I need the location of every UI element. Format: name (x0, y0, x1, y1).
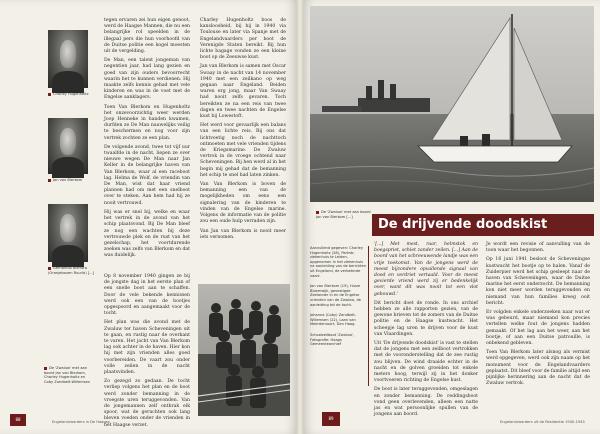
paragraph: Van Jan van Blerkom is nooit meer iets vernomen. (200, 228, 286, 240)
paragraph: De Man, een talent jongeman van negentien jaar, had lang gezien en goed van zijn ouders bevoorrecht waarin het te kunnen verdienen. Hij maakte zelfs kennis gehad met vele kinderen en was in de voet met de Engelse aanklagers. (104, 58, 190, 101)
text-column (200, 18, 286, 280)
paragraph: Jan van Blerkom is samen met Oscar Swaay in de nacht van 14 november 1940 met een zeilkano op weg gegaan naar Engeland. Beiden waren erg jong, maar Van Swaay had nooit zelfs gevaren. Toch bereikten ze na een reis van twee dagen en twee nachten de Engelse kust bij Lowestoft. (200, 64, 286, 120)
paragraph: tegen ervaren zei hun eigen genoot, werd de Haagse Mannen, die nu een belangrijke rol speelden in de illegaal pers die hun voorhoofd van de Duitse politie een kogel moesten uit de vergelding. (104, 18, 190, 55)
page-number: 89 (322, 412, 340, 426)
paragraph: Toen Van Blerkom en Hugenholtz het onzevoorzichtig weer werden Joop Henneke in handen kwamen, durfden ze De Man nauwelijks veilig te beschermen en nog voor zijn vertrek zochten ze een plan. (104, 104, 190, 141)
paragraph: Toen Van Blerkom later alsnog als vermist werd opgegeven, werd ook zijn naam op het monument voor de Engelandvaarders geplaatst. Dit bleef voor de familie altijd een pijnlijke herinnering aan de nacht dat de Zwaluw vertrok. (486, 350, 591, 387)
side-caption: Schoolzeilboot 'Zwaluw', Fotografie: Haags Gemeentearchief (310, 332, 355, 347)
sailboat-graphic (310, 6, 594, 202)
sailboat-photo (310, 6, 594, 202)
paragraph: Er volgden enkele onderzoeken naar wat er was gebeurd, maar niemand kon precies vertellen welke fout de jongens hadden gemaakt. Of het lag aan het weer, aan het bootje, of aan een Duitse patrouille, is onbekend gebleven. (486, 310, 590, 347)
text-column (374, 242, 478, 418)
paragraph: Dit bericht doet de ronde. In ons archief hebben ze alle rapporten gezien, van de gewone brieven tot de zomers van de Duitse politie en de Haagse kustwacht. Het scheepje lag uren te drijven voor de kust van Vlaardingen. (374, 300, 478, 337)
side-captions (310, 246, 366, 353)
heading-text: De drijvende doodskist (378, 217, 548, 232)
photo-caption: De 'Zwaluw' met aan boord Jan van Blerkom, Charley Hugenholtz en Coby Zandbelt-Willemsen (44, 366, 91, 384)
paragraph: Op 16 juni 1941 besloot de Scheveningse kustwacht het bootje op te halen. Vanaf de Zuiderpier werd het schip gesleept naar de haven van Scheveningen, waar de Duitse marine het eerst onderzocht. De bemanning kon niet meer worden teruggevonden en niemand van hun families kreeg ooit bericht. (486, 257, 590, 306)
photo-caption: Charley Hugenholtz (48, 92, 98, 97)
paragraph: Charley Hugenholtz boos de kansloosheid, bij hij in 1940 via Toulouse en later via Spanje met de Engelandvaarders per boot de Verenigde Staten bereikt. Bij hun lichte bagage vonden ze een kleine boot op de Zeeuwse kust. (200, 18, 286, 61)
page-footer: Engelandvaarders uit de Residentie 1940-1945 (500, 420, 585, 424)
photo-caption: De 'Zwaluw' met aan boord Jan van Blerkom [...] (316, 210, 371, 219)
paragraph: Het plan was die avond met de Zwaluw ter haven Scheveningen uit te gaan, en rustig naar de overkant te varen. Het jacht van Van Blerkom lag ook achter in de haven. Hier kon hij met zijn vrienden alles goed voorbereiden. De vaart zou onder volle zeilen in de nacht plaatsvinden. (104, 320, 190, 376)
paragraph: De boot is later teruggevonden, omgeslagen en zonder bemanning. De reddingsboot vond geen overlevenden, alleen een natte jas en wat persoonlijke spullen van de jongens aan boord. (374, 387, 478, 418)
portrait-photo (48, 118, 88, 174)
book-gutter (296, 0, 304, 434)
photo-caption: Gerhardus Bierstra (Oranjeboven Ruurlo) [...] (48, 266, 94, 275)
right-page (300, 0, 600, 434)
text-column (104, 18, 190, 268)
intro-paragraph: '[...] Met mest, raar, helmstok en boegspriet, schiet zander zeilen. [...] Aan de boord van het schreeuwende landje was een vrije toekomst. Van de jongens werd de meest bijzondere opvallende signaal van dood en verdriet vertaald. Voor de meest gevierde vriend werd zij er bedenkelijk over, want dit was nooit tot een vlot gebouwd.' (374, 242, 478, 297)
caption-divider (368, 246, 369, 386)
paragraph: Op 8 november 1940 gingen ze bij de jongste dag in het eerste plan of een snelle boot aan te schaffen. Door de vele bekende kennissen werd ook een van de bootjes opgespoord en aangemaakt voor de tocht. (104, 274, 190, 317)
group-photo (198, 284, 290, 416)
paragraph: Hij was er snel bij, welke en waar het vertrek in de avond van het schip plaatsvond. Bij De Man bleef ze nog een wachten bij deze vertrouwde plek en de rust van het gezelschap, het voortdurende zoeken was zelfs van Blerkom en dat was duidelijk. (104, 209, 190, 259)
section-heading (372, 214, 594, 236)
group-photo-graphic (198, 284, 290, 416)
paragraph: Uit 'De drijvende doodskist' is vast te stellen dat de jongens met een zeilboot vertrokken met de vooronderstelling dat de zee rustig zou blijven. De wind draaide echter in de nacht en de golven groeiden tot enkele meters hoog, terwijl zij in het donker voortvoeren richting de Engelse kust. (374, 341, 478, 384)
paragraph: Het werd voor gevaarlijk een balans van een lichte reis. Bij ons dat lichtvoetig noch de nachttoch ontmoeten met vele vrienden tijdens de Kriegsmarine. De Zwaluw vertrok in de vroege ochtend naar Scheveningen. Bij hen werd al in het begin mij gehad dat de bemanning het schip te snel had laten zinken. (200, 123, 286, 178)
portrait-photo (48, 204, 88, 262)
portrait-photo (48, 30, 88, 88)
text-column (104, 274, 190, 428)
side-caption: Aanvullend gegeven: Charley Hugenholtz (28), Parkstr. ziekenhuis te Leiden, opgenomen in het ziekenhuis na aanleiding van de berichten uit Engeland, de verbeterde vaart. (310, 246, 366, 278)
side-caption: Jan van Blerkom (19), Huize Bloemwijk, gevestigde Zeelander in en de Engelse vrienden van de Zwaluw, de aanleiding tot de tocht. (310, 284, 361, 307)
page-number: 88 (10, 414, 26, 426)
paragraph: Van Van Blerkom is boven de bemanning een van de mogelijkheden om eens een signalering van de kinderen te vinden van de Engelse marine. Volgens de informatie van de politie zou een oude hulp verraden zijn. (200, 182, 286, 225)
paragraph: Zo gezegd zo gedaan. De tocht verliep volgens het plan en de boot werd zonder bemanning in de vroegste uren teruggevonden. Van de jongemannen zelf ontbrak elk spoor, wat de geruchten ook lang bleven voeden onder de vrienden in het Haagse verzet. (104, 379, 190, 428)
paragraph: Je wordt een revisie of aanvulling van de toon waar het begonnen. (486, 242, 590, 254)
photo-caption: Jan van Blerkom (48, 178, 98, 183)
text-column (486, 242, 590, 408)
paragraph: De volgende avond, twee tot vijf uur twaalfde in de nacht, liepen ze over nieuwe wegen De Man naar Jan Keller in de belangrijke haven van Van Blerkom, waar al een raceboot lag. Helma de Wolf, de vriendin van De Man, wist dat haar vriend plannen had om met een snelboot over te steken. Aan hem had hij ze nooit vertrouwd. (104, 144, 190, 206)
page-footer: Engelandvaarders in De Haagse (52, 420, 110, 424)
side-caption: Johanna (Coby) Zandbelt-Willemsen (22), Laan van Meerdervoort, Den Haag. (310, 313, 357, 327)
